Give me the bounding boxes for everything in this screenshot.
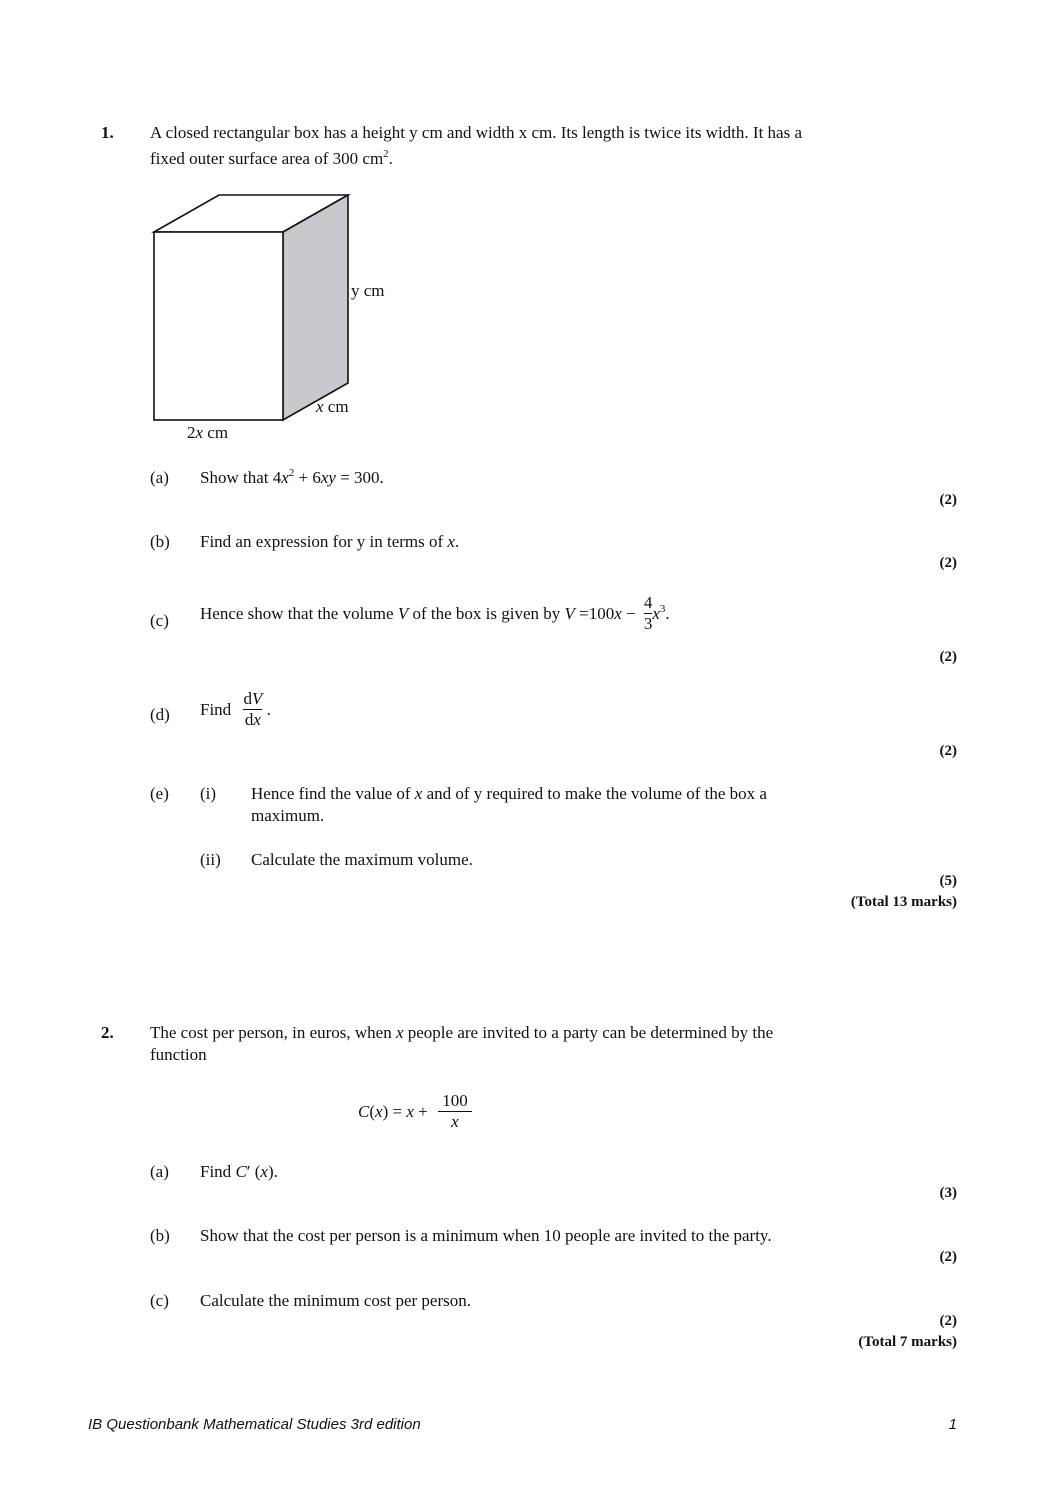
q2-part-a-label: (a) <box>150 1162 169 1181</box>
depth-label: x cm <box>316 397 349 416</box>
q1-part-d-marks: (2) <box>939 743 957 759</box>
q1-part-e-marks: (5) <box>939 873 957 889</box>
question-2-intro-line1: The cost per person, in euros, when x people are invited to a party can be determined by the <box>150 1023 774 1042</box>
q1-part-c-marks: (2) <box>939 649 957 665</box>
q2-part-c-label: (c) <box>150 1291 169 1310</box>
footer-title: IB Questionbank Mathematical Studies 3rd edition <box>88 1416 421 1433</box>
q1-part-e-i-line2: maximum. <box>251 806 325 825</box>
q1-part-e-label: (e) <box>150 784 169 803</box>
question-1-intro-line1: A closed rectangular box has a height y cm and width x cm. Its length is twice its width. It has a <box>150 123 802 142</box>
q1-part-e-ii-text: Calculate the maximum volume. <box>251 850 473 869</box>
q1-part-e-i-label: (i) <box>200 784 217 803</box>
question-2-intro-line2: function <box>150 1045 207 1064</box>
q2-part-c-marks: (2) <box>939 1313 957 1329</box>
q2-part-b-label: (b) <box>150 1226 170 1245</box>
q1-total-marks: (Total 13 marks) <box>850 894 957 910</box>
height-label: y cm <box>351 281 385 300</box>
question-1-number: 1. <box>101 123 114 142</box>
q2-part-b-text: Show that the cost per person is a minimum when 10 people are invited to the party. <box>200 1226 772 1245</box>
q2-part-a-marks: (3) <box>939 1185 957 1201</box>
q2-part-c-text: Calculate the minimum cost per person. <box>200 1291 471 1310</box>
box-diagram <box>140 185 420 455</box>
q2-part-b-marks: (2) <box>939 1249 957 1265</box>
q1-part-a-text: Show that $4x^2 + 6xy = 300$. <box>200 467 384 487</box>
q1-part-e-i-line1: Hence find the value of x and of y required to make the volume of the box a <box>251 784 767 803</box>
cost-function: C(x) = x + $\frac{100}{x}$ <box>358 1091 472 1132</box>
q1-part-d-text: Find $\frac{dV}{dx}$ . <box>200 689 271 729</box>
q2-total-marks: (Total 7 marks) <box>858 1334 957 1350</box>
q1-part-d-label: (d) <box>150 705 170 724</box>
q1-part-e-ii-label: (ii) <box>200 850 221 869</box>
question-2-number: 2. <box>101 1023 114 1042</box>
q1-part-a-label: (a) <box>150 468 169 487</box>
question-1-intro-line2: fixed outer surface area of 300 $cm^2$. <box>150 148 393 168</box>
q1-part-c-label: (c) <box>150 611 169 630</box>
q1-part-a-marks: (2) <box>939 492 957 508</box>
q1-part-b-label: (b) <box>150 532 170 551</box>
box-front-face <box>154 232 283 420</box>
length-label: 2x cm <box>187 423 229 442</box>
q2-part-a-text: Find C′ (x). <box>200 1162 278 1181</box>
box-side-face <box>283 195 348 420</box>
q1-part-b-text: Find an expression for y in terms of x. <box>200 532 460 551</box>
q1-part-b-marks: (2) <box>939 555 957 571</box>
page-number: 1 <box>948 1416 957 1433</box>
q1-part-c-text: Hence show that the volume V of the box is given by V =100x − $\frac{4}{3}$ $x^3$. <box>200 593 670 633</box>
